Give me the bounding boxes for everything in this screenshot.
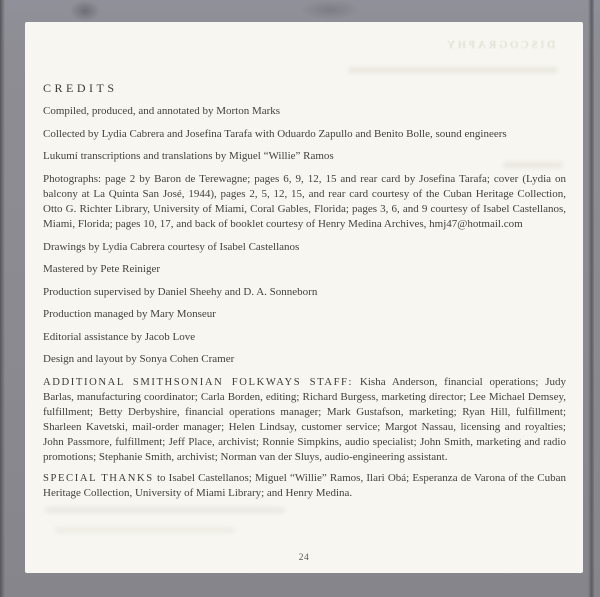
special-thanks-paragraph — [43, 471, 566, 501]
scan-smudge — [70, 0, 100, 22]
special-thanks-heading: SPECIAL THANKS — [43, 473, 154, 484]
page-number: 24 — [298, 553, 310, 563]
credits-heading: CREDITS — [43, 81, 118, 95]
credit-line-production-supervised: Production supervised by Daniel Sheehy and D. A. Sonneborn — [43, 285, 318, 298]
scan-edge-left — [0, 0, 5, 597]
bleedthrough-smudge — [45, 507, 285, 513]
credit-line-editorial: Editorial assistance by Jacob Love — [43, 330, 196, 343]
bleedthrough-smudge — [503, 162, 563, 168]
special-thanks-text: to Isabel Castellanos; Miguel “Willie” Ramos, Ilari Obá; Esperanza de Varona of the Cuban Heritage Collection, University of Miami Library; and Henry Medina. — [43, 472, 566, 499]
credit-line-design: Design and layout by Sonya Cohen Cramer — [43, 353, 235, 365]
credit-line-collected: Collected by Lydia Cabrera and Josefina Tarafa with Oduardo Zapullo and Benito Bolle, sound engineers — [43, 127, 507, 140]
scan-smudge — [300, 0, 360, 20]
credit-line-drawings: Drawings by Lydia Cabrera courtesy of Isabel Castellanos — [43, 240, 300, 253]
credit-line-transcriptions: Lukumí transcriptions and translations by Miguel “Willie” Ramos — [43, 150, 334, 162]
bleedthrough-smudge — [348, 67, 558, 73]
staff-text: Kisha Anderson, financial operations; Judy Barlas, manufacturing coordinator; Carla Borden, editing; Richard Burgess, marketing director; Lee Michael Demsey, fulfillment; Betty Derbyshire, financial operations manager; Mark Gustafson, marketing; Ryan Hill, fulfillment; Sharleen Kavetski, mail-order manager; Helen Lindsay, customer service; Margot Nassau, licensing and royalties; John Passmore, fulfillment; Jeff Place, archivist; Ronnie Simpkins, audio specialist; John Smith, marketing and radio promotions; Stephanie Smith, archivist; Norman van der Sluys, audio-engineering assistant. — [43, 375, 566, 463]
booklet-page — [25, 22, 583, 573]
staff-heading: ADDITIONAL SMITHSONIAN FOLKWAYS STAFF: — [43, 376, 354, 388]
scan-edge-right — [588, 0, 594, 597]
photographs-paragraph: Photographs: page 2 by Baron de Terewagne; pages 6, 9, 12, 15 and rear card by Josefina Tarafa; cover (Lydia on balcony at La Quinta San José, 1944), pages 2, 5, 12, 15, and rear card courtesy of the Cuban Heritage Collection, Otto G. Richter Library, University of Miami, Coral Gables, Florida; pages 3, 6, and 9 courtesy of Isabel Castellanos, Miami, Florida; pages 10, 17, and back of booklet courtesy of Henry Medina Archives, hmj47@hotmail.com — [43, 172, 566, 230]
bleedthrough-text: DISCOGRAPHY — [443, 39, 555, 51]
credit-line-production-managed: Production managed by Mary Monseur — [43, 308, 216, 320]
staff-paragraph — [43, 375, 566, 465]
bleedthrough-smudge — [55, 527, 235, 533]
credit-line-compiled: Compiled, produced, and annotated by Morton Marks — [43, 105, 281, 117]
credit-line-mastered: Mastered by Pete Reiniger — [43, 263, 160, 275]
